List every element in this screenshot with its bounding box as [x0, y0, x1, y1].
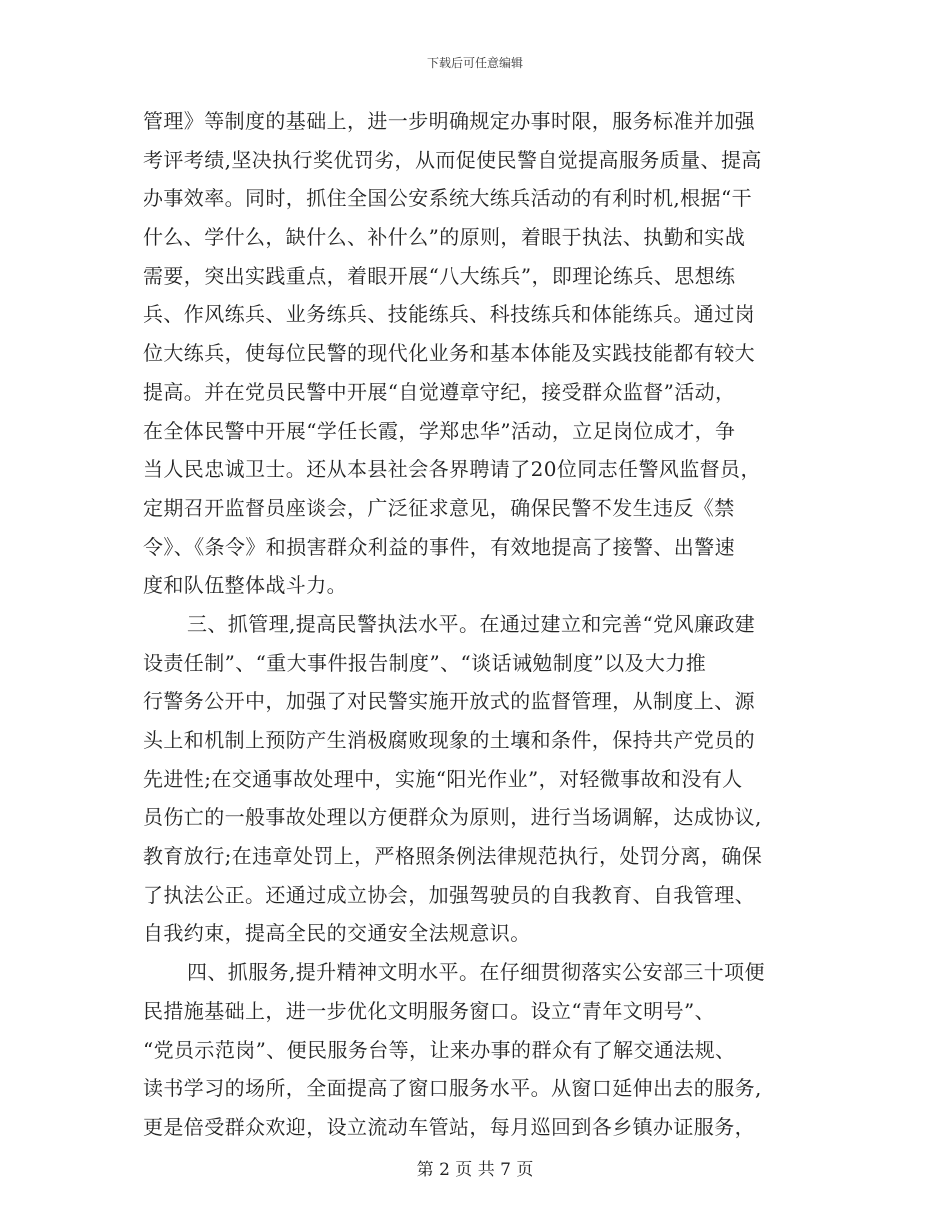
text-line: 令》、《条令》和损害群众利益的事件，有效地提高了接警、出警速 — [143, 534, 735, 559]
text-line: 办事效率。同时，抓住全国公安系统大练兵活动的有利时机,根据“干 — [143, 186, 752, 211]
text-line: 在全体民警中开展“学任长霞，学郑忠华”活动，立足岗位成才，争 — [143, 418, 736, 443]
text-line: 兵、作风练兵、业务练兵、技能练兵、科技练兵和体能练兵。通过岗 — [143, 302, 755, 327]
text-line: 民措施基础上，进一步优化文明服务窗口。设立“青年文明号”、 — [143, 998, 716, 1023]
text-line: 位大练兵，使每位民警的现代化业务和基本体能及实践技能都有较大 — [143, 341, 755, 366]
text-line: 行警务公开中，加强了对民警实施开放式的监督管理，从制度上、源 — [143, 689, 755, 714]
text-line: 了执法公正。还通过成立协会，加强驾驶员的自我教育、自我管理、 — [143, 882, 755, 907]
text-line: 更是倍受群众欢迎，设立流动车管站，每月巡回到各乡镇办证服务， — [143, 1114, 755, 1139]
text-line: 什么、学什么，缺什么、补什么”的原则，着眼于执法、执勤和实战 — [143, 225, 746, 250]
text-line: 需要，突出实践重点，着眼开展“八大练兵”，即理论练兵、思想练 — [143, 263, 736, 288]
text-line: “党员示范岗”、便民服务台等，让来办事的群众有了解交通法规、 — [143, 1037, 736, 1062]
body-text — [143, 102, 803, 1147]
text-line: 当人民忠诚卫士。还从本县社会各界聘请了20位同志任警风监督员， — [143, 457, 761, 482]
text-line: 提高。并在党员民警中开展“自觉遵章守纪，接受群众监督”活动， — [143, 379, 736, 404]
text-line: 度和队伍整体战斗力。 — [143, 573, 347, 598]
text-line: 读书学习的场所，全面提高了窗口服务水平。从窗口延伸出去的服务, — [143, 1076, 762, 1101]
text-line: 设责任制”、“重大事件报告制度”、“谈话诫勉制度”以及大力推 — [143, 650, 707, 675]
text-line: 管理》等制度的基础上，进一步明确规定办事时限，服务标准并加强 — [143, 109, 755, 133]
text-line: 先进性;在交通事故处理中，实施“阳光作业”，对轻微事故和没有人 — [143, 766, 743, 791]
text-line: 头上和机制上预防产生消极腐败现象的土壤和条件，保持共产党员的 — [143, 728, 755, 752]
text-line: 自我约束，提高全民的交通安全法规意识。 — [143, 921, 531, 946]
text-line: 定期召开监督员座谈会，广泛征求意见，确保民警不发生违反《禁 — [143, 495, 735, 520]
paragraph-first-line: 三、抓管理,提高民警执法水平。在通过建立和完善“党风廉政建 — [187, 611, 756, 636]
text-line: 考评考绩,坚决执行奖优罚劣，从而促使民警自觉提高服务质量、提高 — [143, 147, 762, 172]
page-header: 下载后可任意编辑 — [426, 56, 523, 70]
text-line: 教育放行;在违章处罚上，严格照条例法律规范执行，处罚分离，确保 — [143, 844, 763, 869]
page-footer: 第 2 页 共 7 页 — [416, 1160, 534, 1180]
paragraph-first-line: 四、抓服务,提升精神文明水平。在仔细贯彻落实公安部三十项便 — [187, 960, 765, 985]
text-line: 员伤亡的一般事故处理以方便群众为原则，进行当场调解，达成协议, — [143, 805, 762, 830]
